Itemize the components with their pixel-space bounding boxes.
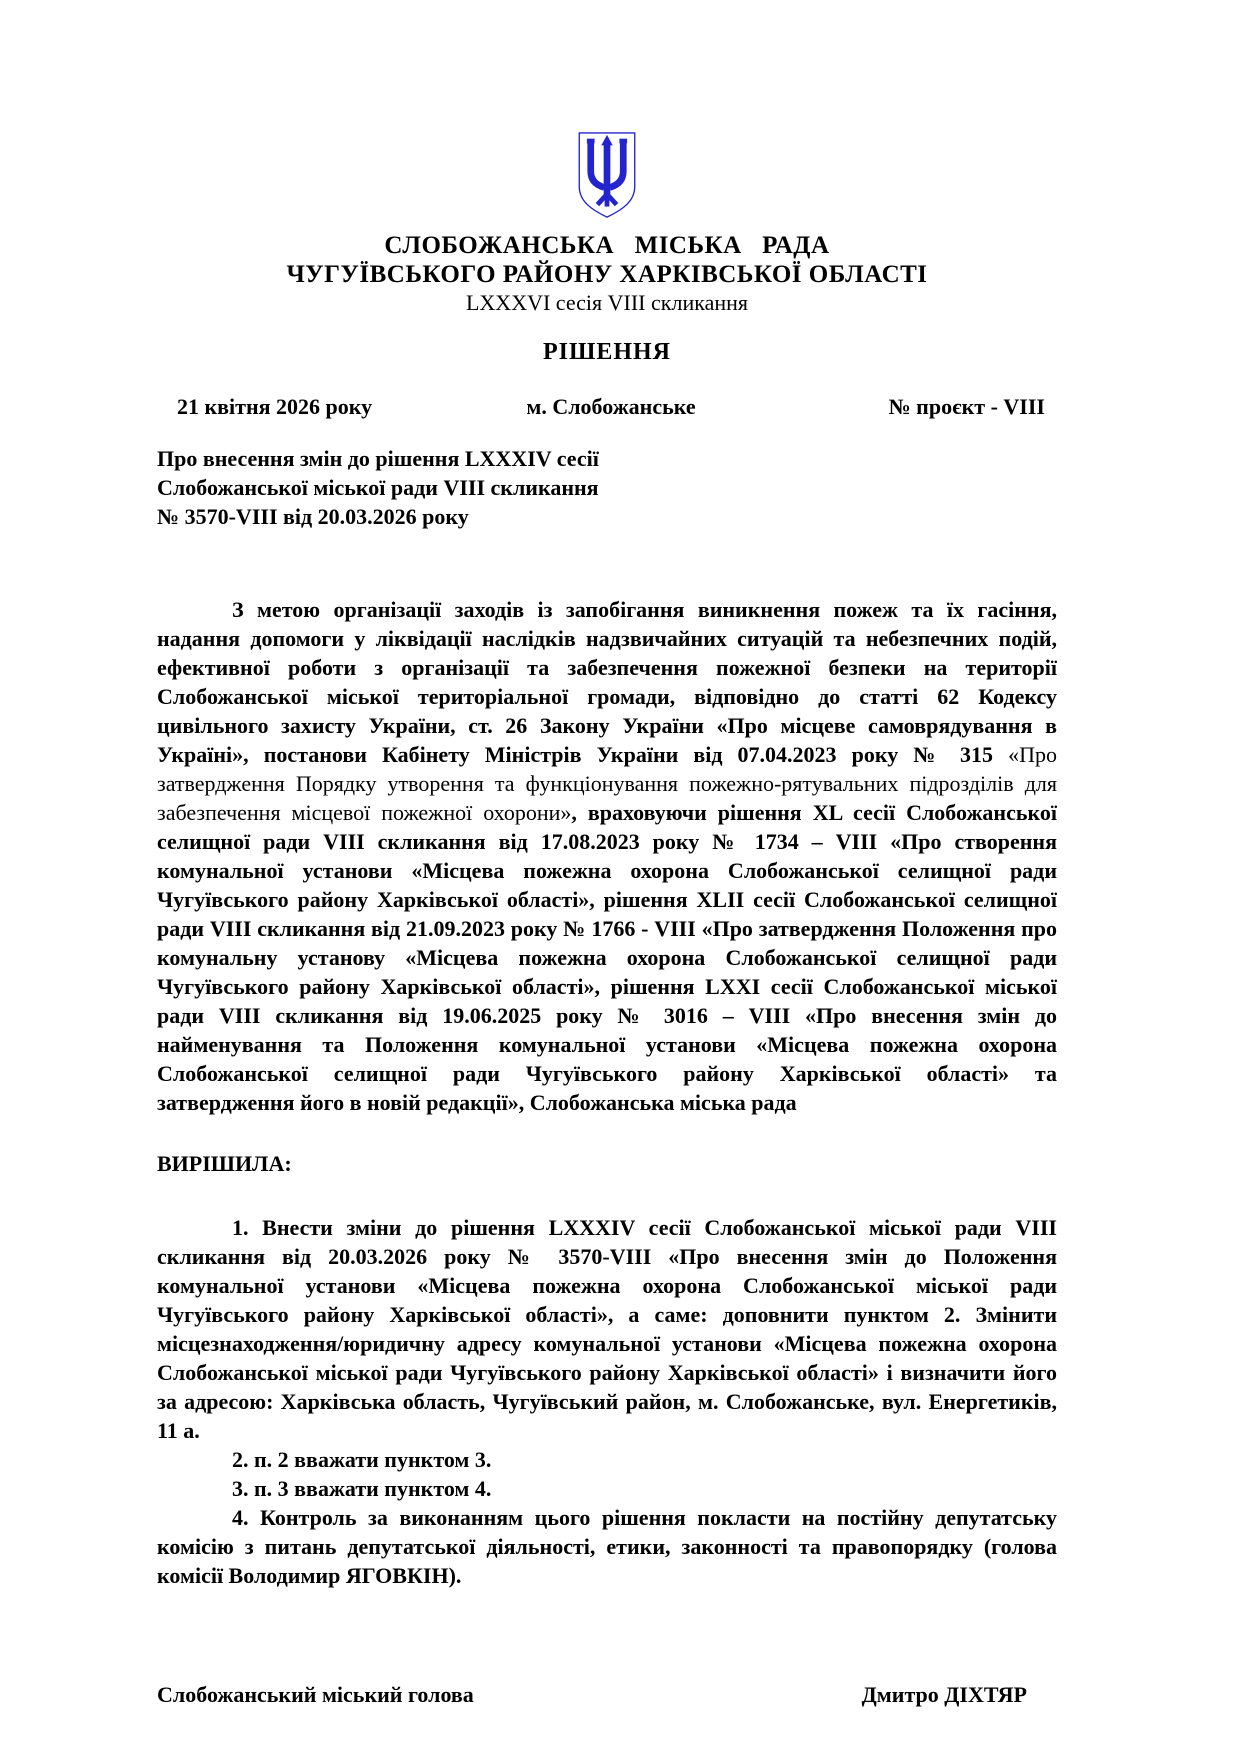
- resolution-item: 3. п. 3 вважати пунктом 4.: [232, 1476, 492, 1501]
- resolution-item: 2. п. 2 вважати пунктом 3.: [232, 1447, 492, 1472]
- organization-name-line2: ЧУГУЇВСЬКОГО РАЙОНУ ХАРКІВСЬКОЇ ОБЛАСТІ: [286, 261, 928, 288]
- organization-name-line1: СЛОБОЖАНСЬКА МІСЬКА РАДА: [384, 232, 830, 259]
- preamble-segment: , враховуючи рішення XL сесії Слобожанської селищної ради VIII скликання від 17.08.2023 року № 1734 – VIII «Про створення комунальної установи «Місцева пожежна охорона Слобожанської селищної ради Чугуївського району Харківської області», рішення XLII сесії Слобожанської селищної ради VIII скликання від 21.09.2023 року № 1766 - VIII «Про затвердження Положення про комунальну установу «Місцева пожежна охорона Слобожанської селищної ради Чугуївського району Харківської області», рішення LXXI сесії Слобожанської міської ради VIII скликання від 19.06.2025 року № 3016 – VIII «Про внесення змін до найменування та Положення комунальної установи «Місцева пожежна охорона Слобожанської селищної ради Чугуївського району Харківської області» та затвердження його в новій редакції», Слобожанська міська рада: [157, 800, 1057, 1115]
- resolution-item: 4. Контроль за виконанням цього рішення покласти на постійну депутатську комісію з питань депутатської діяльності, етики, законності та правопорядку (голова комісії Володимир ЯГОВКІН).: [157, 1505, 1057, 1588]
- subject-line: Про внесення змін до рішення LXXXIV сесії: [157, 446, 599, 471]
- coat-of-arms-container: [157, 131, 1057, 224]
- session-line: LXXXVI сесія VIII скликання: [465, 290, 748, 315]
- signature-row: [157, 1682, 1057, 1708]
- preamble-segment: З метою організації заходів із запобігання виникнення пожеж та їх гасіння, надання допомоги у ліквідації наслідків надзвичайних ситуацій та небезпечних подій, ефективної роботи з організації та забезпечення пожежної безпеки на території Слобожанської міської територіальної громади, відповідно до статті 62 Кодексу цивільного захисту України, ст. 26 Закону України «Про місцеве самоврядування в Україні», постанови Кабінету Міністрів України від 07.04.2023 року № 315: [157, 597, 1057, 767]
- tryzub-icon: [576, 131, 638, 224]
- preamble-segment: «Про затвердження Порядку утворення та функціонування пожежно-рятувальних підрозділів для забезпечення місцевої пожежної охорони»: [157, 742, 1057, 825]
- resolution-item: 1. Внести зміни до рішення LXXXIV сесії Слобожанської міської ради VIII скликання від 20.03.2026 року № 3570-VIII «Про внесення змін до Положення комунальної установи «Місцева пожежна охорона Слобожанської міської ради Чугуївського району Харківської області», а саме: доповнити пунктом 2. Змінити місцезнаходження/юридичну адресу комунальної установи «Місцева пожежна охорона Слобожанської міської ради Чугуївського району Харківської області» і визначити його за адресою: Харківська область, Чугуївський район, м. Слобожанське, вул. Енергетиків, 11 а.: [157, 1215, 1057, 1443]
- signature-title: Слобожанський міський голова: [157, 1682, 474, 1707]
- signature-name: Дмитро ДІХТЯР: [861, 1682, 1027, 1707]
- subject-block: [157, 444, 1057, 531]
- subject-line: Слобожанської міської ради VIII скликання: [157, 475, 599, 500]
- resolution-items: [157, 1213, 1057, 1590]
- document-place: м. Слобожанське: [526, 394, 696, 419]
- resolution-heading: ВИРІШИЛА:: [157, 1151, 292, 1176]
- preamble-paragraph: [157, 595, 1057, 1117]
- document-date: 21 квітня 2026 року: [177, 394, 373, 419]
- document-number: № проєкт - VIII: [888, 394, 1045, 419]
- subject-line: № 3570-VIII від 20.03.2026 року: [157, 504, 469, 529]
- document-type-title: РІШЕННЯ: [542, 339, 672, 365]
- meta-row: [157, 394, 1057, 420]
